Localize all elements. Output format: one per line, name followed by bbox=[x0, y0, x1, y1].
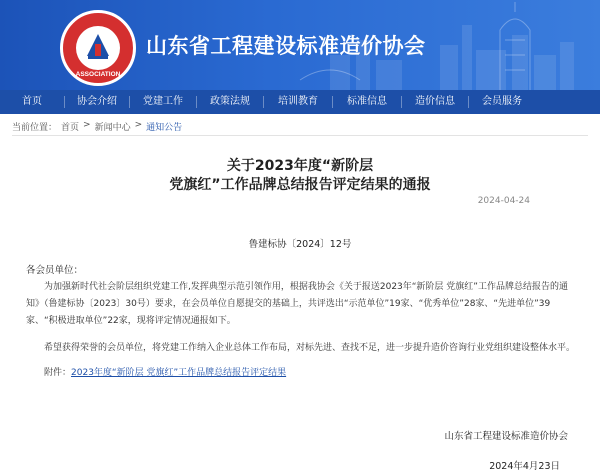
association-logo[interactable] bbox=[60, 10, 136, 86]
body-paragraph-line: 为加强新时代社会阶层组织党建工作,发挥典型示范引领作用，根据我协会《关于报送2023年“新阶层 党旗红”工作品牌总结报告的通 bbox=[44, 282, 568, 292]
breadcrumb-separator: > bbox=[134, 120, 143, 130]
signature-organization: 山东省工程建设标准造价协会 bbox=[444, 431, 568, 442]
nav-item-home[interactable]: 首页 bbox=[22, 96, 42, 107]
nav-item-policy[interactable]: 政策法规 bbox=[210, 96, 250, 107]
article-title-line1: 关于2023年度“新阶层 bbox=[226, 158, 374, 174]
divider bbox=[12, 135, 588, 136]
main-nav bbox=[0, 90, 600, 114]
nav-item-training[interactable]: 培训教育 bbox=[278, 96, 318, 107]
article-title-line2: 党旗红”工作品牌总结报告评定结果的通报 bbox=[169, 177, 431, 193]
breadcrumb-current[interactable]: 通知公告 bbox=[146, 123, 183, 133]
signature-date: 2024年4月23日 bbox=[489, 461, 560, 472]
publish-date: 2024-04-24 bbox=[477, 196, 530, 206]
breadcrumb bbox=[12, 120, 182, 133]
document-number: 鲁建标协〔2024〕12号 bbox=[248, 239, 352, 250]
nav-item-members[interactable]: 会员服务 bbox=[482, 96, 522, 107]
logo-label: ASSOCIATION bbox=[75, 71, 121, 78]
site-title: 山东省工程建设标准造价协会 bbox=[146, 34, 426, 58]
attachment-link[interactable]: 2023年度“新阶层 党旗红”工作品牌总结报告评定结果 bbox=[71, 368, 287, 378]
body-paragraph-closing: 希望获得荣誉的会员单位，将党建工作纳入企业总体工作布局，对标先进、查找不足，进一步提升造价咨询行业党组织建设整体水平。 bbox=[44, 343, 576, 353]
body-paragraph-line: 家、“积极进取单位”22家，现将评定情况通报如下。 bbox=[26, 316, 236, 326]
body-paragraph-line: 知》（鲁建标协〔2023〕30号）要求，在会员单位自愿提交的基础上，共评选出“示范单位”19家、“优秀单位”28家、“先进单位”39 bbox=[26, 299, 551, 309]
breadcrumb-separator: > bbox=[83, 120, 91, 130]
nav-item-about[interactable]: 协会介绍 bbox=[77, 96, 117, 107]
addressee: 各会员单位： bbox=[26, 265, 84, 276]
nav-item-party[interactable]: 党建工作 bbox=[143, 96, 183, 107]
breadcrumb-home[interactable]: 首页 bbox=[61, 123, 80, 133]
breadcrumb-prefix: 当前位置： bbox=[12, 123, 58, 133]
nav-item-standards[interactable]: 标准信息 bbox=[347, 96, 387, 107]
header-banner bbox=[0, 0, 600, 90]
nav-item-cost[interactable]: 造价信息 bbox=[415, 96, 455, 107]
logo-emblem-icon bbox=[60, 10, 136, 86]
attachment-prefix: 附件： bbox=[44, 368, 72, 378]
attachment bbox=[44, 365, 286, 378]
breadcrumb-news[interactable]: 新闻中心 bbox=[94, 123, 131, 133]
